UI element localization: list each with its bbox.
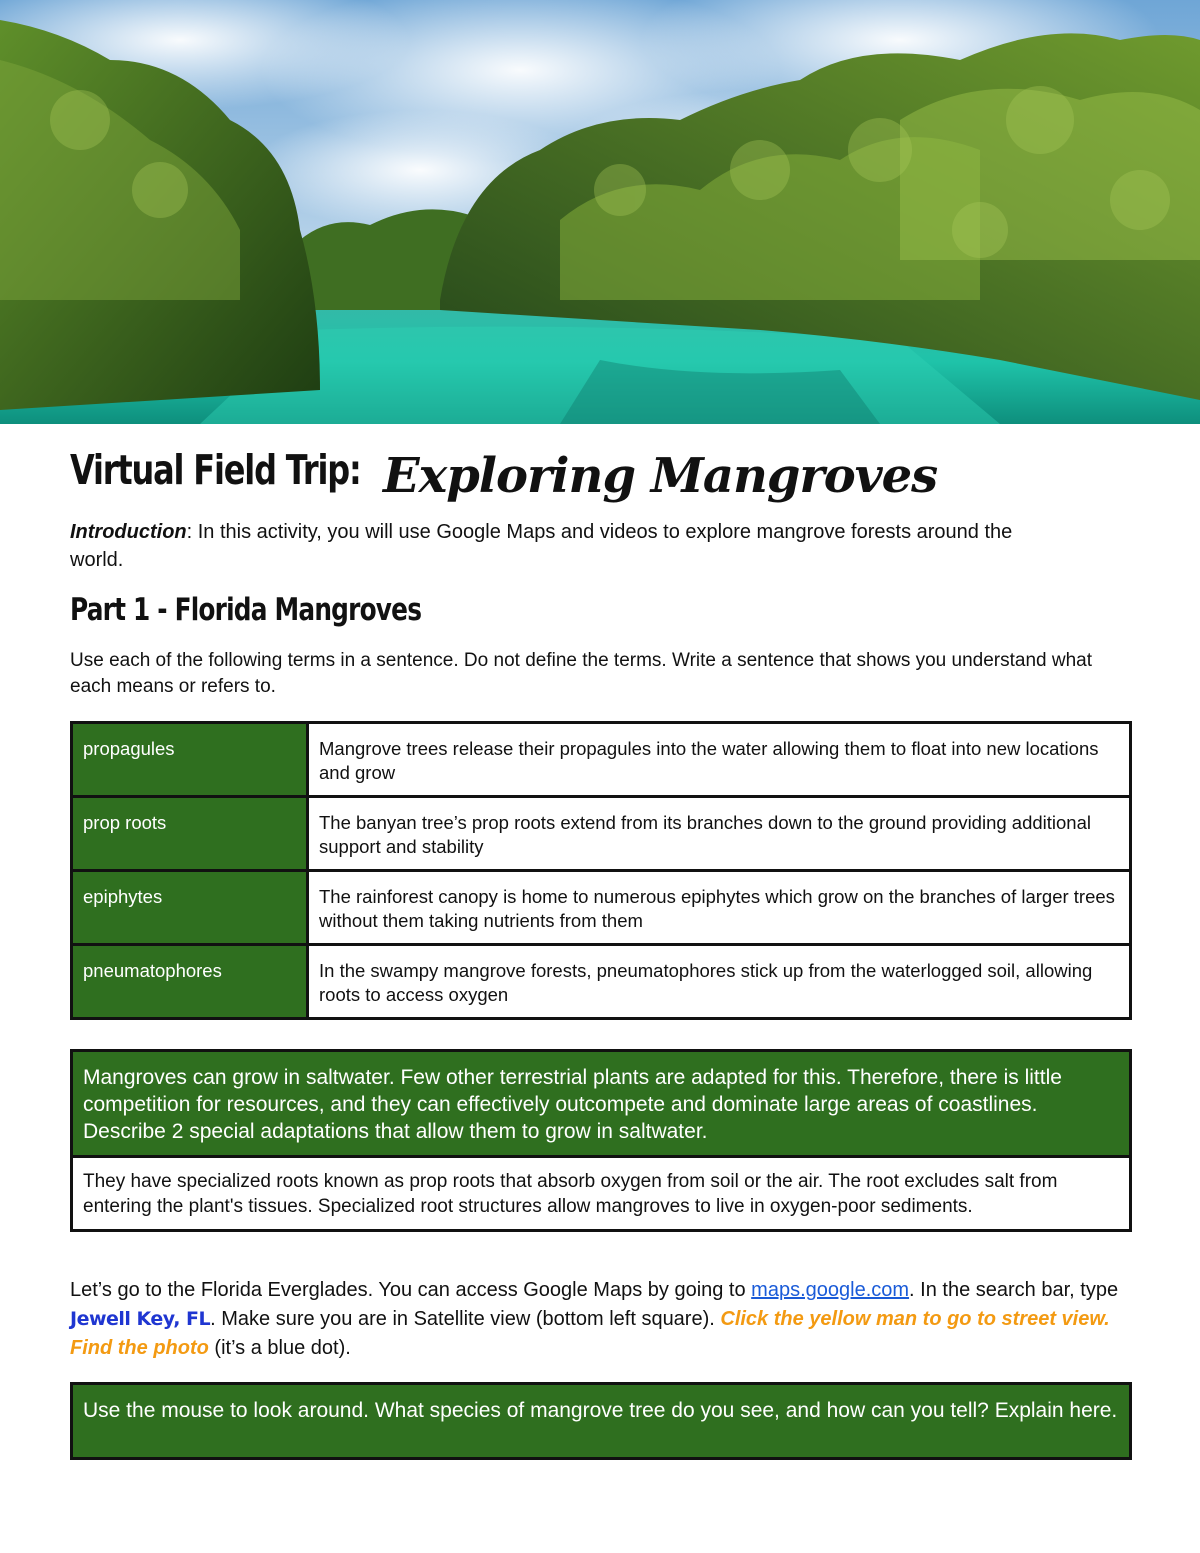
page-title: [70, 446, 1150, 510]
sentence-cell[interactable]: In the swampy mangrove forests, pneumatophores stick up from the waterlogged soil, allowing roots to access oxygen: [308, 945, 1131, 1019]
everglades-instructions: [70, 1276, 1140, 1363]
intro-label: Introduction: [70, 521, 187, 543]
google-maps-link[interactable]: maps.google.com: [751, 1279, 910, 1301]
everglades-text-3: . Make sure you are in Satellite view (bottom left square).: [210, 1308, 721, 1330]
introduction: [70, 518, 1070, 574]
adaptation-answer[interactable]: They have specialized roots known as prop roots that absorb oxygen from soil or the air. The root excludes salt from entering the plant's tissues. Specialized root structures allow mangroves to live in oxygen-poor sediments.: [73, 1158, 1129, 1229]
part-1-heading: Part 1 - Florida Mangroves: [70, 592, 422, 628]
sentence-cell[interactable]: The rainforest canopy is home to numerous epiphytes which grow on the branches of larger trees without them taking nutrients from them: [308, 871, 1131, 945]
terms-table: [70, 721, 1132, 1020]
sentence-cell[interactable]: The banyan tree’s prop roots extend from its branches down to the ground providing additional support and stability: [308, 797, 1131, 871]
term-cell: prop roots: [72, 797, 308, 871]
search-term: Jewell Key, FL: [70, 1308, 211, 1330]
title-lead: Virtual Field Trip:: [70, 446, 361, 494]
part-1-instructions: Use each of the following terms in a sentence. Do not define the terms. Write a sentence that shows you understand what each means or refers to.: [70, 650, 1092, 697]
everglades-text-2: . In the search bar, type: [909, 1279, 1119, 1301]
everglades-text-1: Let’s go to the Florida Everglades. You can access Google Maps by going to: [70, 1279, 752, 1301]
everglades-text-4: (it’s a blue dot).: [208, 1337, 351, 1359]
term-cell: propagules: [72, 723, 308, 797]
species-prompt[interactable]: Use the mouse to look around. What species of mangrove tree do you see, and how can you tell? Explain here.: [73, 1385, 1129, 1457]
table-row: [72, 723, 1131, 797]
term-cell: pneumatophores: [72, 945, 308, 1019]
adaptation-prompt: Mangroves can grow in saltwater. Few other terrestrial plants are adapted for this. Therefore, there is little competition for resources, and they can effectively outcompete and dominate large areas of coastlines. Describe 2 special adaptations that allow them to grow in saltwater.: [73, 1052, 1129, 1158]
street-view-instruction: Click the yellow man to go to street view. Find the photo: [70, 1308, 1110, 1359]
table-row: [72, 945, 1131, 1019]
intro-text: : In this activity, you will use Google Maps and videos to explore mangrove forests around the world.: [70, 521, 1013, 571]
table-row: [72, 871, 1131, 945]
adaptation-question-box: [70, 1049, 1132, 1232]
title-script: Exploring Mangroves: [383, 448, 938, 504]
sentence-cell[interactable]: Mangrove trees release their propagules into the water allowing them to float into new locations and grow: [308, 723, 1131, 797]
hero-photo: [0, 0, 1200, 424]
species-question-box: [70, 1382, 1132, 1460]
term-cell: epiphytes: [72, 871, 308, 945]
table-row: [72, 797, 1131, 871]
